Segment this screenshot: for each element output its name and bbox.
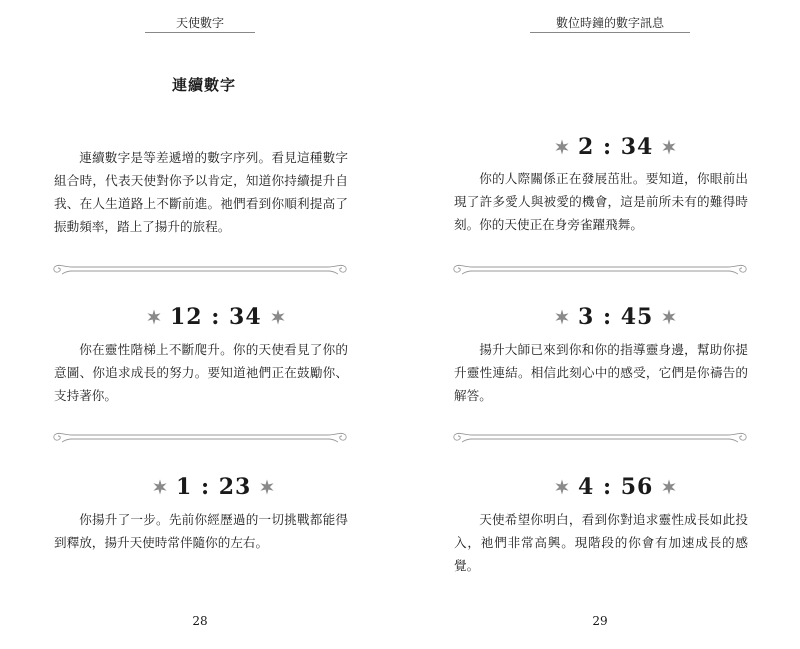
- star-icon: [259, 479, 275, 495]
- flourish-divider-icon: [450, 430, 750, 444]
- entry-paragraph: 你揚升了一步。先前你經歷過的一切挑戰都能得到釋放，揚升天使時常伴隨你的左右。: [54, 512, 348, 550]
- running-head-rule: [530, 32, 690, 33]
- number-heading-text: 4 : 56: [578, 474, 654, 500]
- flourish-divider-icon: [50, 430, 350, 444]
- star-icon: [270, 309, 286, 325]
- running-head: 數位時鐘的數字訊息: [555, 16, 664, 30]
- number-heading-text: 1 : 23: [176, 474, 252, 500]
- star-icon: [554, 309, 570, 325]
- intro-paragraph: 連續數字是等差遞增的數字序列。看見這種數字組合時，代表天使對你予以肯定，知道你持續提升自我、在人生道路上不斷前進。祂們看到你順利提高了振動頻率，踏上了揚升的旅程。: [54, 150, 348, 234]
- star-icon: [146, 309, 162, 325]
- star-icon: [554, 479, 570, 495]
- flourish-divider-icon: [50, 262, 350, 276]
- number-heading-text: 12 : 34: [170, 304, 262, 330]
- page-number: 28: [192, 614, 208, 628]
- number-heading: [554, 134, 677, 160]
- number-heading-text: 3 : 45: [578, 304, 654, 330]
- section-title: 連續數字: [172, 76, 237, 94]
- running-head-rule: [145, 32, 255, 33]
- right-page: [400, 0, 800, 649]
- number-heading: [554, 474, 677, 500]
- flourish-divider-icon: [450, 262, 750, 276]
- star-icon: [554, 139, 570, 155]
- star-icon: [661, 139, 677, 155]
- entry-paragraph: 你在靈性階梯上不斷爬升。你的天使看見了你的意圖、你追求成長的努力。要知道祂們正在鼓勵你、支持著你。: [54, 342, 348, 403]
- number-heading-text: 2 : 34: [578, 134, 654, 160]
- star-icon: [661, 309, 677, 325]
- number-heading: [554, 304, 677, 330]
- number-heading: [146, 304, 286, 330]
- star-icon: [661, 479, 677, 495]
- page-number: 29: [592, 614, 608, 628]
- number-heading: [152, 474, 275, 500]
- star-icon: [152, 479, 168, 495]
- entry-paragraph: 揚升大師已來到你和你的指導靈身邊，幫助你提升靈性連結。相信此刻心中的感受，它們是你禱告的解答。: [454, 342, 748, 403]
- entry-paragraph: 天使希望你明白，看到你對追求靈性成長如此投入，祂們非常高興。現階段的你會有加速成長的感覺。: [454, 512, 748, 573]
- entry-paragraph: 你的人際關係正在發展茁壯。要知道，你眼前出現了許多愛人與被愛的機會，這是前所未有的難得時刻。你的天使正在身旁雀躍飛舞。: [454, 171, 748, 232]
- running-head: 天使數字: [175, 16, 224, 30]
